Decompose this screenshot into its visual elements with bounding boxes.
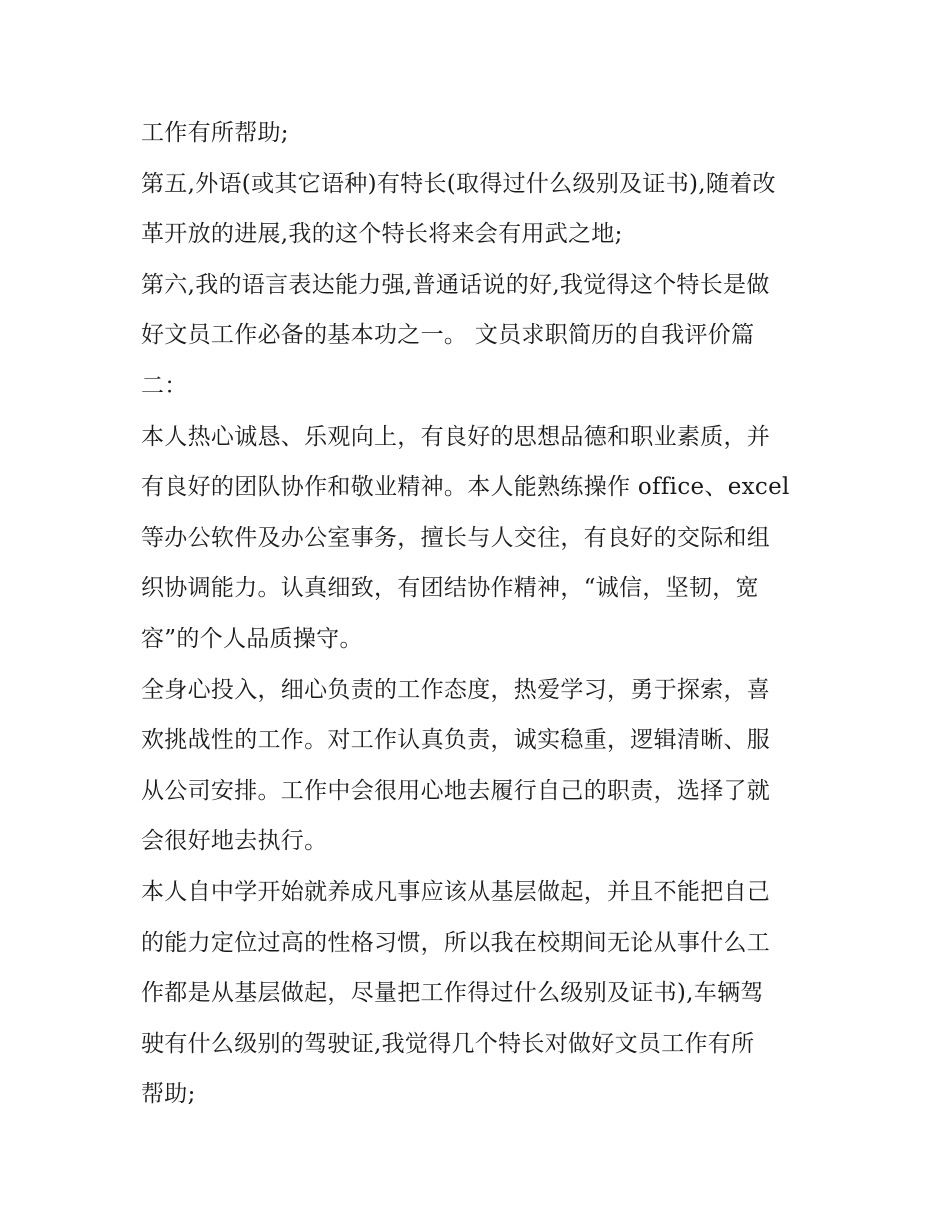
document-body — [141, 108, 813, 1120]
text-line: 容”的个人品质操守。 — [141, 625, 363, 652]
text-line: 革开放的进展,我的这个特长将来会有用武之地; — [141, 221, 623, 248]
text-line: 有良好的团队协作和敬业精神。本人能熟练操作 office、excel — [141, 474, 790, 501]
text-line: 欢挑战性的工作。对工作认真负责，诚实稳重，逻辑清晰、服 — [141, 727, 771, 754]
text-line: 好文员工作必备的基本功之一。 文员求职简历的自我评价篇 — [141, 322, 755, 349]
text-line: 本人热心诚恳、乐观向上，有良好的思想品德和职业素质，并 — [141, 423, 771, 450]
text-line: 织协调能力。认真细致，有团结协作精神，“诚信，坚韧，宽 — [141, 575, 759, 602]
text-line: 第六,我的语言表达能力强,普通话说的好,我觉得这个特长是做 — [141, 271, 770, 298]
text-line: 作都是从基层做起，尽量把工作得过什么级别及证书),车辆驾 — [141, 980, 764, 1007]
text-line: 二： — [141, 372, 188, 399]
text-line: 驶有什么级别的驾驶证,我觉得几个特长对做好文员工作有所 — [141, 1030, 755, 1057]
text-line: 会很好地去执行。 — [141, 828, 328, 855]
text-line: 第五,外语(或其它语种)有特长(取得过什么级别及证书),随着改 — [141, 170, 776, 197]
text-line: 的能力定位过高的性格习惯，所以我在校期间无论从事什么工 — [141, 929, 771, 956]
text-line: 从公司安排。工作中会很用心地去履行自己的职责，选择了就 — [141, 777, 771, 804]
text-line: 本人自中学开始就养成凡事应该从基层做起，并且不能把自己 — [141, 878, 771, 905]
text-line: 工作有所帮助; — [141, 120, 289, 146]
text-line: 全身心投入，细心负责的工作态度，热爱学习，勇于探索，喜 — [141, 676, 771, 703]
text-line: 等办公软件及办公室事务，擅长与人交往，有良好的交际和组 — [141, 524, 771, 551]
text-line: 帮助; — [141, 1081, 196, 1108]
